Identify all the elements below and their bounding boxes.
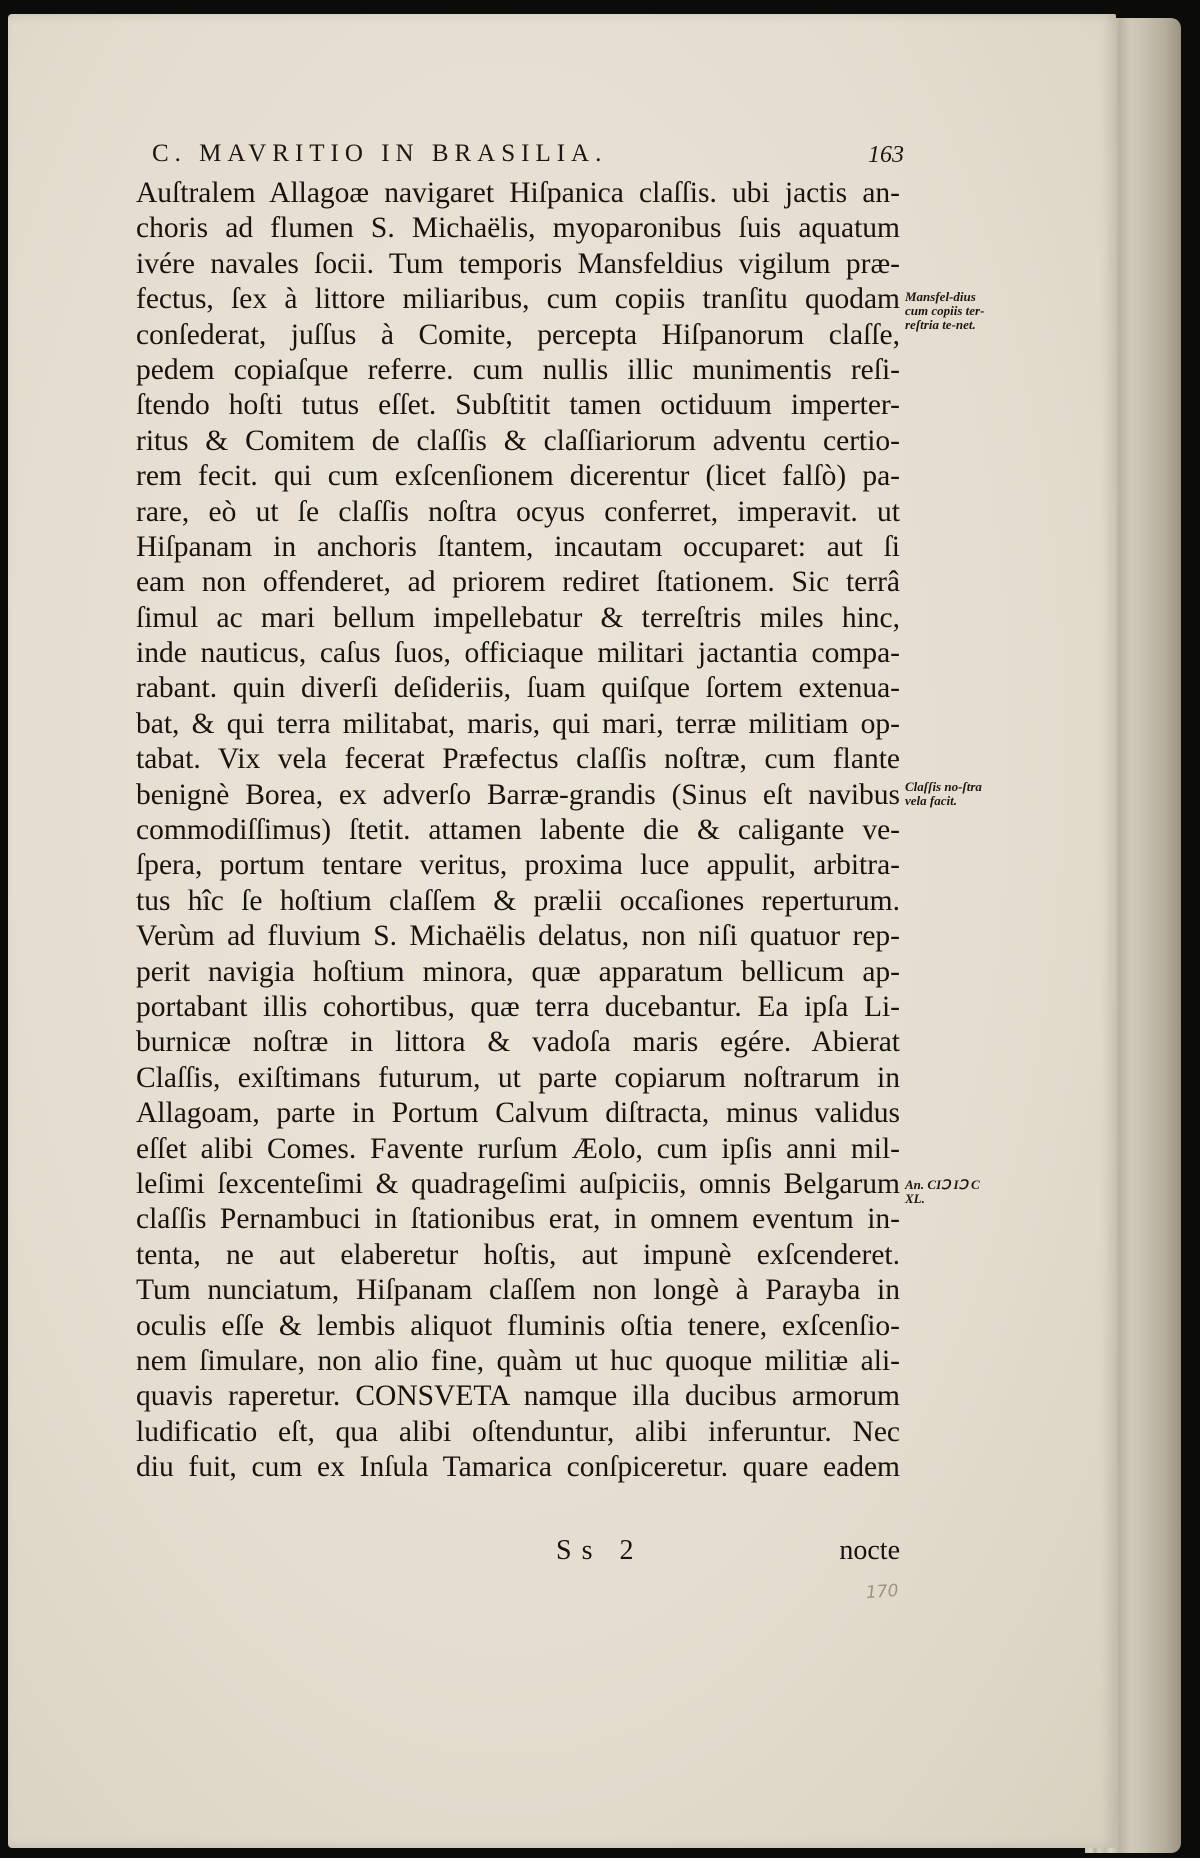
text-line: conſederat, juſſus à Comite, percepta Hiſpanorum claſſe,: [136, 318, 900, 351]
text-line: choris ad flumen S. Michaëlis, myoparonibus ſuis aquatum: [136, 212, 900, 245]
text-line: nem ſimulare, non alio fine, quàm ut huc quoque militiæ ali-: [136, 1344, 900, 1377]
text-line: perit navigia hoſtium minora, quæ apparatum bellicum ap-: [136, 955, 900, 988]
text-line: leſimi ſexcenteſimi & quadrageſimi auſpiciis, omnis Belgarum: [136, 1167, 900, 1200]
text-line: pedem copiaſque referre. cum nullis illic munimentis reſi-: [136, 353, 900, 386]
text-line: tenta, ne aut elaberetur hoſtis, aut impunè exſcenderet.: [136, 1238, 900, 1271]
text-line: tabat. Vix vela fecerat Præfectus claſſis noſtræ, cum flante: [136, 743, 900, 776]
text-line: ritus & Comitem de claſſis & claſſiariorum adventu certio-: [136, 424, 900, 457]
text-line: eam non offenderet, ad priorem rediret ſtationem. Sic terrâ: [136, 566, 900, 599]
pencil-folio-number: 170: [865, 1580, 900, 1604]
text-line: Verùm ad fluvium S. Michaëlis delatus, non niſi quatuor rep-: [136, 920, 900, 953]
text-line: burnicæ noſtræ in littora & vadoſa maris egére. Abierat: [136, 1026, 900, 1059]
text-line: ivére navales ſocii. Tum temporis Mansfeldius vigilum præ-: [136, 247, 900, 280]
text-line: rem fecit. qui cum exſcenſionem dicerentur (licet falſò) pa-: [136, 460, 900, 493]
text-line: inde nauticus, caſus ſuos, officiaque militari jactantia compa-: [136, 637, 900, 670]
text-line: ſimul ac mari bellum impellebatur & terreſtris miles hinc,: [136, 601, 900, 634]
text-line: ludificatio eſt, qua alibi oſtenduntur, alibi inferuntur. Nec: [136, 1415, 900, 1448]
text-line: commodiſſimus) ſtetit. attamen labente die & caligante ve-: [136, 814, 900, 847]
text-line: Tum nunciatum, Hiſpanam claſſem non longè à Parayba in: [136, 1274, 900, 1307]
text-line: tus hîc ſe hoſtium claſſem & prælii occaſiones reperturum.: [136, 884, 900, 917]
catchword: nocte: [839, 1535, 900, 1566]
signature-mark: Ss 2: [556, 1535, 644, 1566]
text-line: portabant illis cohortibus, quæ terra ducebantur. Ea ipſa Li-: [136, 990, 900, 1023]
page-number: 163: [868, 142, 904, 168]
text-line: Hiſpanam in anchoris ſtantem, incautam occuparet: aut ſi: [136, 530, 900, 563]
text-line: Allagoam, parte in Portum Calvum diſtracta, minus validus: [136, 1097, 900, 1130]
text-line: Auſtralem Allagoæ navigaret Hiſpanica claſſis. ubi jactis an-: [136, 177, 900, 209]
text-line: eſſet alibi Comes. Favente rurſum Æolo, cum ipſis anni mil-: [136, 1132, 900, 1165]
text-line: bat, & qui terra militabat, maris, qui mari, terræ militiam op-: [136, 707, 900, 740]
page-header: [152, 140, 904, 174]
page-footer: [136, 1535, 900, 1571]
margin-note-classis: Claſſis no-ſtra vela facit.: [905, 779, 982, 808]
text-line: diu fuit, cum ex Inſula Tamarica conſpiceretur. quare eadem: [136, 1451, 900, 1484]
text-line: rare, eò ut ſe claſſis noſtra ocyus conferret, imperavit. ut: [136, 495, 900, 528]
text-line: rabant. quin diverſi deſideriis, ſuam quiſque ſortem extenua-: [136, 672, 900, 705]
text-line: ſtendo hoſti tutus eſſet. Subſtitit tamen octiduum imperter-: [136, 389, 900, 422]
main-text: [136, 176, 900, 1485]
text-line: ſpera, portum tentare veritus, proxima luce appulit, arbitra-: [136, 849, 900, 882]
running-title: C. MAVRITIO IN BRASILIA.: [152, 140, 608, 167]
text-line: benignè Borea, ex adverſo Barræ-grandis (Sinus eſt navibus: [136, 778, 900, 811]
text-line: Claſſis, exiſtimans futurum, ut parte copiarum noſtrarum in: [136, 1061, 900, 1094]
text-line: fectus, ſex à littore miliaribus, cum copiis tranſitu quodam: [136, 283, 900, 316]
margin-note-year: An. CIↃ IↃ C XL.: [905, 1177, 980, 1206]
text-line: claſſis Pernambuci in ſtationibus erat, in omnem eventum in-: [136, 1203, 900, 1236]
text-line: oculis eſſe & lembis aliquot fluminis oſtia tenere, exſcenſio-: [136, 1309, 900, 1342]
text-line: quavis raperetur. CONSVETA namque illa ducibus armorum: [136, 1380, 900, 1413]
margin-note-mansfeldius: Mansfel-dius cum copiis ter-reſtria te-net.: [905, 289, 985, 332]
